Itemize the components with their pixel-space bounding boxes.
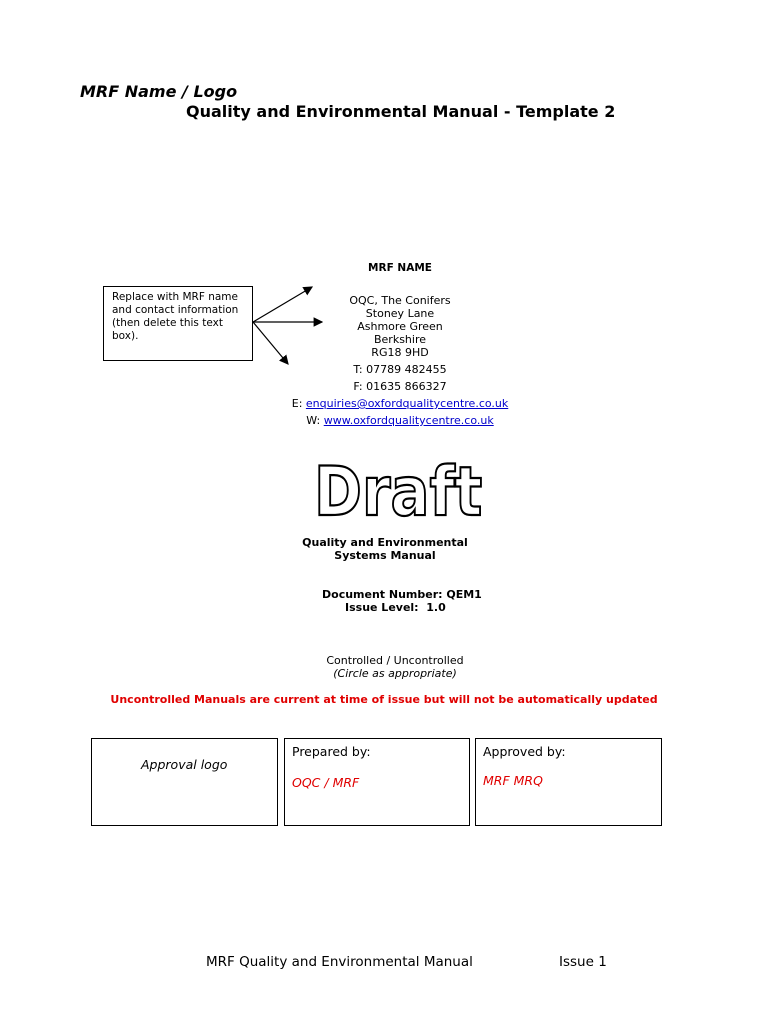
manual-title [300,536,470,562]
document-number: Document Number: QEM1 [322,588,482,601]
uncontrolled-warning: Uncontrolled Manuals are current at time of issue but will not be automatically updated [110,693,658,706]
prepared-by-box [284,738,470,826]
fax-line: F: 01635 866327 [353,380,447,393]
draft-watermark-text: Draft [314,451,483,524]
prepared-by-label: Prepared by: [292,744,371,759]
approval-logo-box [91,738,278,826]
manual-title-line: Quality and Environmental [302,536,468,549]
approval-logo-label: Approval logo [141,757,228,772]
document-title: Quality and Environmental Manual - Template 2 [186,102,616,121]
contact-block [280,262,520,427]
control-status-hint: (Circle as appropriate) [333,667,457,680]
telephone-line: T: 07789 482455 [353,363,447,376]
footer-issue: Issue 1 [559,954,607,970]
web-line: W: www.oxfordqualitycentre.co.uk [306,414,494,427]
address-line: Berkshire [373,333,426,346]
approved-by-label: Approved by: [483,744,566,759]
control-status-options[interactable]: Controlled / Uncontrolled [326,654,464,667]
manual-title-line: Systems Manual [334,549,436,562]
email-link[interactable]: enquiries@oxfordqualitycentre.co.uk [305,397,509,410]
mrf-name: MRF NAME [368,262,432,274]
callout-text-box[interactable]: Replace with MRF name and contact information (then delete this text box). [103,286,253,361]
address-line: Stoney Lane [365,307,435,320]
address-line: RG18 9HD [371,346,429,359]
telephone-number: 07789 482455 [366,363,447,376]
approved-by-box [475,738,662,826]
email-line: E: enquiries@oxfordqualitycentre.co.uk [291,397,509,410]
prepared-by-value[interactable]: OQC / MRF [292,775,360,790]
address-line: Ashmore Green [357,320,443,333]
fax-number: 01635 866327 [366,380,447,393]
website-link[interactable]: www.oxfordqualitycentre.co.uk [323,414,494,427]
footer-title: MRF Quality and Environmental Manual [206,954,473,970]
mrf-logo-placeholder: MRF Name / Logo [80,82,238,101]
approved-by-value[interactable]: MRF MRQ [483,773,543,788]
document-info [322,588,482,614]
address-line: OQC, The Conifers [349,294,451,307]
control-status [300,654,490,680]
issue-level: Issue Level: 1.0 [345,601,446,614]
draft-watermark [314,448,484,524]
